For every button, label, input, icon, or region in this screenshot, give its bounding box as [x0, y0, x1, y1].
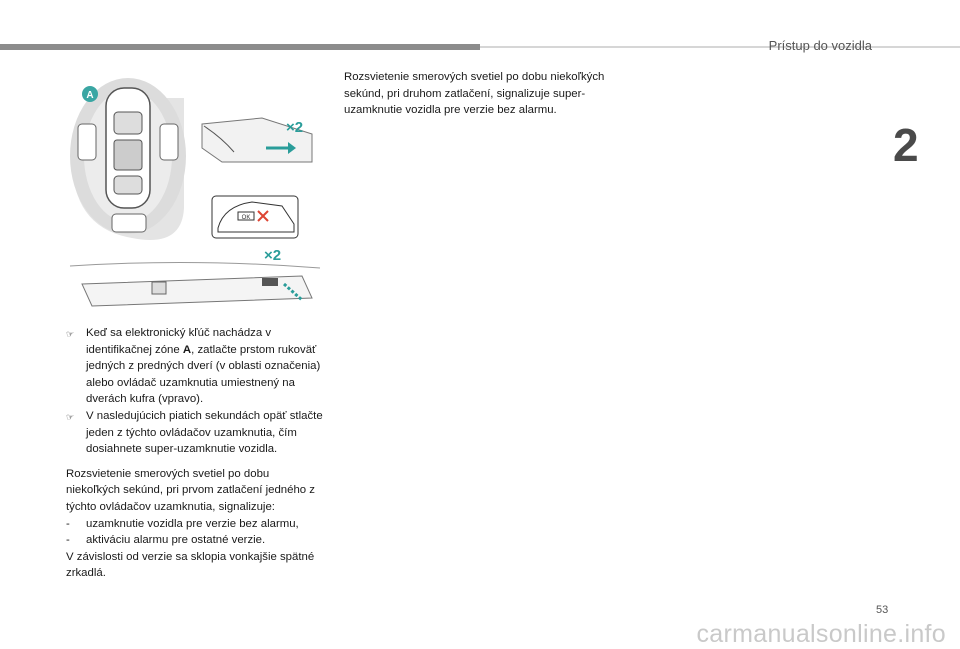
chapter-number: 2 [893, 119, 919, 171]
hand-pointer-icon: ☞ [66, 329, 75, 339]
paragraph: Rozsvietenie smerových svetiel po dobu niekoľkých sekúnd, pri druhom zatlačení, signalizuje super-uzamknutie vozidla pre verzie bez alarmu. [344, 71, 605, 117]
paragraph: Rozsvietenie smerových svetiel po dobu niekoľkých sekúnd, pri prvom zatlačení jedného z týchto ovládačov uzamknutia, signalizuje: [66, 467, 315, 513]
bullet-item [66, 325, 326, 408]
multiplier-bottom: ×2 [264, 247, 282, 264]
ok-label: OK [241, 215, 251, 221]
watermark: carmanualsonline.info [696, 620, 946, 648]
hand-pointer-icon: ☞ [66, 411, 75, 422]
zone-label: A [86, 90, 94, 101]
bullet-item [66, 408, 326, 458]
header-bar [0, 44, 480, 50]
page-number: 53 [876, 604, 889, 616]
section-title: Prístup do vozidla [768, 38, 872, 53]
dash-item: - aktiváciu alarmu pre ostatné verzie. [66, 534, 266, 547]
multiplier-top: ×2 [286, 119, 304, 136]
bullet-text: Keď sa elektronický kľúč nachádza v identifikačnej zóne A, zatlačte prstom rukoväť jedných z predných dverí (v oblasti označenia) alebo ovládač uzamknutia umiestnený na dverách kufra (vpravo). [86, 327, 321, 406]
right-text-column [344, 69, 606, 119]
header-rule [480, 46, 960, 48]
locking-illustration [62, 78, 326, 316]
dash-item: - uzamknutie vozidla pre verzie bez alarmu, [66, 517, 299, 530]
left-text-column [66, 325, 326, 582]
paragraph: V závislosti od verzie sa sklopia vonkajšie spätné zrkadlá. [66, 550, 315, 580]
bullet-text: V nasledujúcich piatich sekundách opäť stlačte jeden z týchto ovládačov uzamknutia, čím dosiahnete super-uzamknutie vozidla. [86, 409, 323, 456]
